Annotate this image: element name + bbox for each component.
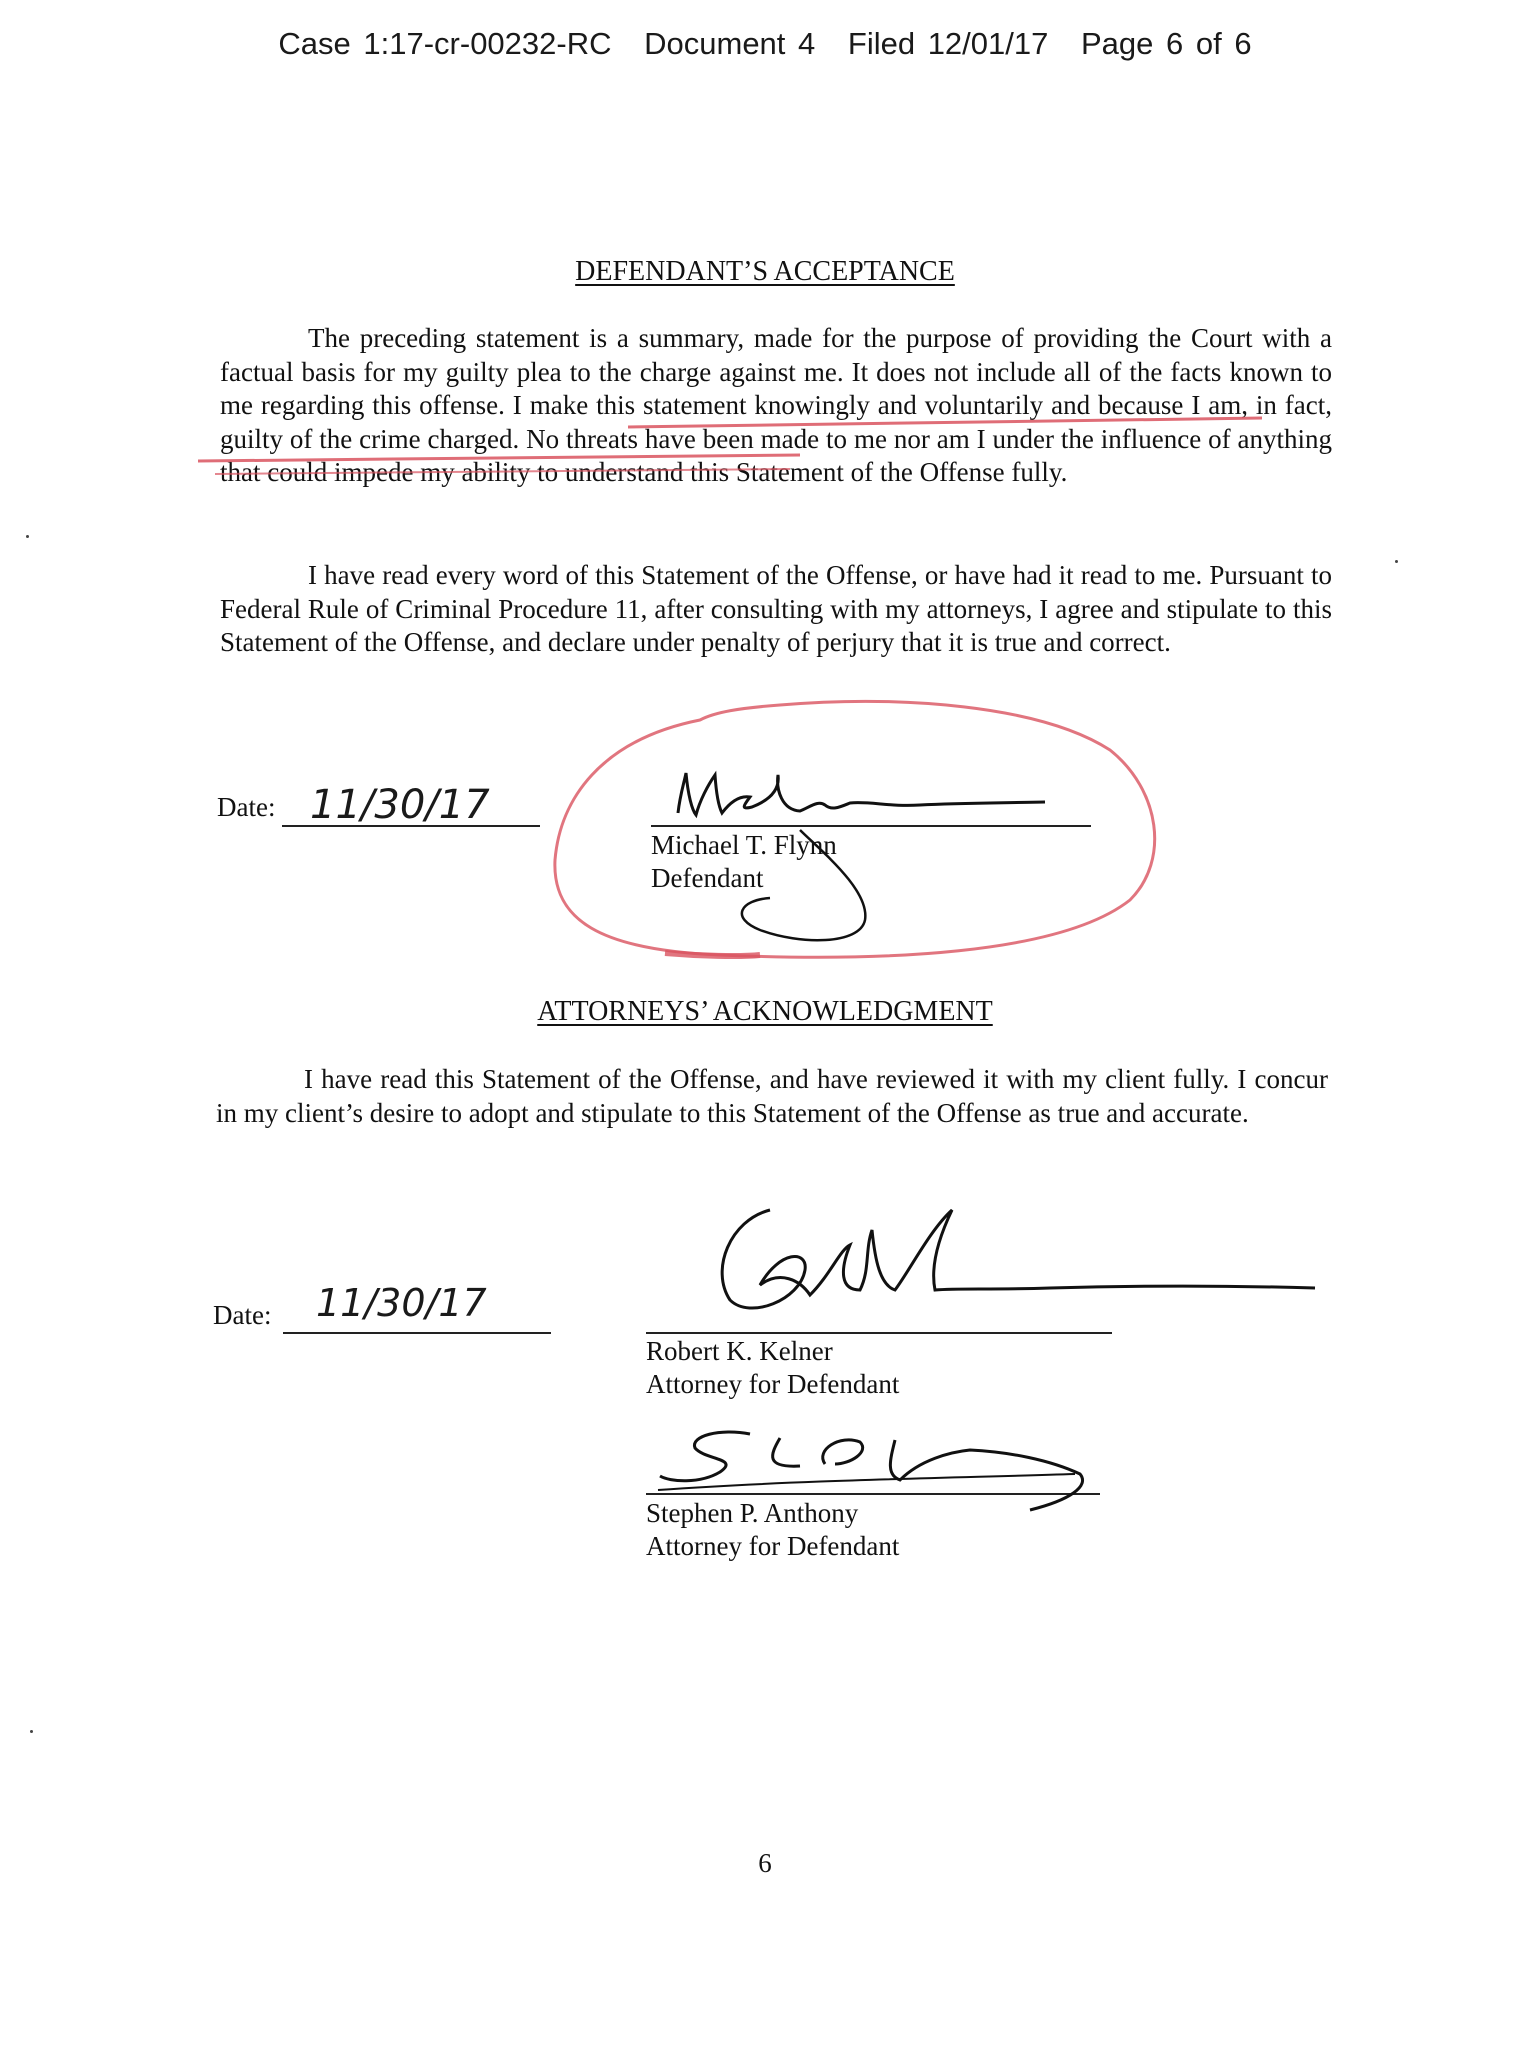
acceptance-paragraph-2-text: I have read every word of this Statement of the Offense, or have had it read to me. Pursuant to Federal Rule of Criminal Procedure 11, after consulting with my attorneys, I agree and stipulate to this Statement of the Offense, and declare under penalty of perjury that it is true and correct. <box>220 560 1332 657</box>
defendant-handwritten-date <box>290 770 510 830</box>
defendant-signature-loop <box>700 820 880 950</box>
case-number: Case 1:17-cr-00232-RC <box>278 26 612 61</box>
acceptance-paragraph-2 <box>220 559 1332 660</box>
attorney-handwritten-date-text: 11/30/17 <box>316 1281 487 1325</box>
attorney2-name: Stephen P. Anthony <box>646 1498 859 1528</box>
acknowledgment-paragraph-text: I have read this Statement of the Offense, and have reviewed it with my client fully. I concur in my client’s desire to adopt and stipulate to this Statement of the Offense as true and accurate. <box>216 1064 1328 1128</box>
page-indicator: Page 6 of 6 <box>1081 26 1252 61</box>
attorney-date-line <box>283 1332 551 1334</box>
attorney1-role: Attorney for Defendant <box>646 1369 900 1399</box>
attorney2-role: Attorney for Defendant <box>646 1531 900 1561</box>
filed-date: Filed 12/01/17 <box>847 26 1049 61</box>
defendant-acceptance-heading: DEFENDANT’S ACCEPTANCE <box>575 256 955 287</box>
scan-speck <box>1395 560 1398 563</box>
defendant-date-label: Date: <box>217 792 276 822</box>
acknowledgment-paragraph <box>216 1063 1328 1130</box>
scan-speck <box>30 1730 33 1733</box>
document-number: Document 4 <box>644 26 816 61</box>
attorneys-acknowledgment-heading: ATTORNEYS’ ACKNOWLEDGMENT <box>537 996 993 1027</box>
attorney-handwritten-date <box>300 1270 520 1330</box>
scan-speck <box>26 535 29 538</box>
page-number: 6 <box>758 1848 772 1878</box>
defendant-role: Defendant <box>651 863 764 893</box>
attorney1-name: Robert K. Kelner <box>646 1336 833 1366</box>
defendant-handwritten-date-text: 11/30/17 <box>310 782 490 828</box>
attorney1-signature <box>690 1190 1330 1330</box>
attorney-date-label: Date: <box>213 1300 272 1330</box>
acceptance-paragraph-1-text: The preceding statement is a summary, made for the purpose of providing the Court with a factual basis for my guilty plea to the charge against me. It does not include all of the facts known to me regarding this offense. I make this statement knowingly and voluntarily and because I am, in fact, guilty of the crime charged. No threats have been made to me nor am I under the influence of anything that could impede my ability to understand this Statement of the Offense fully. <box>220 323 1332 487</box>
defendant-name: Michael T. Flynn <box>651 830 837 860</box>
attorney1-signature-line <box>646 1332 1112 1334</box>
